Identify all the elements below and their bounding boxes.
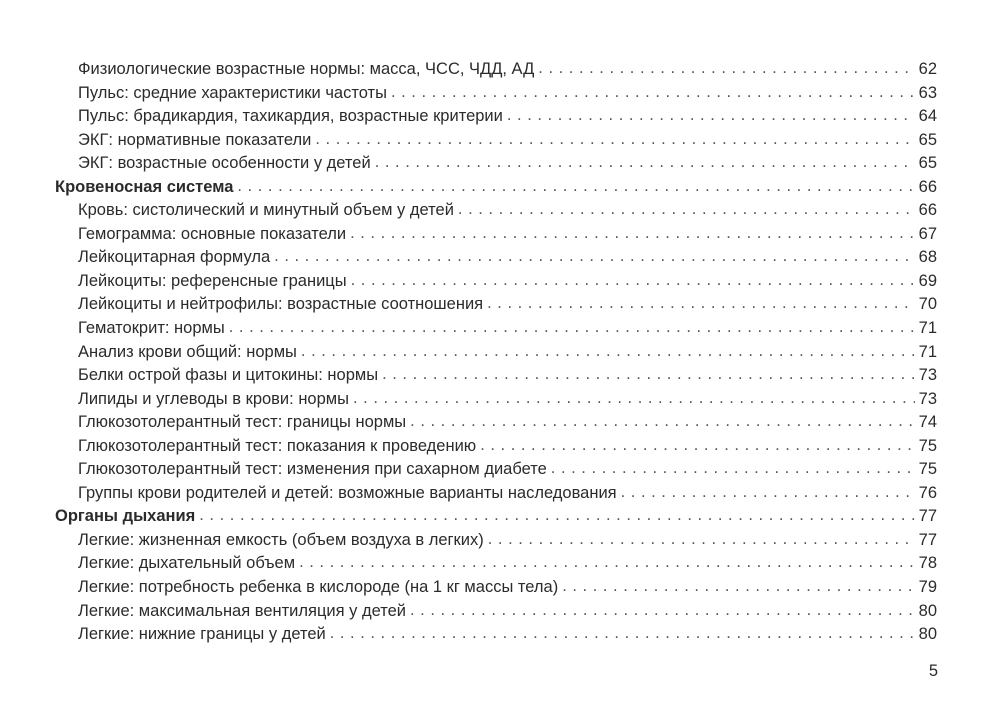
- toc-leader-dots: [458, 198, 915, 222]
- toc-entry-title: Пульс: средние характеристики частоты: [78, 83, 387, 102]
- toc-entry-title: Кровеносная система: [55, 177, 234, 196]
- toc-entry: [55, 152, 937, 176]
- toc-entry-title: Лейкоцитарная формула: [78, 248, 271, 267]
- toc-entry-title: Легкие: потребность ребенка в кислороде (на 1 кг массы тела): [78, 578, 559, 597]
- toc-entry: [55, 82, 937, 106]
- toc-entry-page: 73: [918, 366, 937, 385]
- toc-leader-dots: [353, 387, 915, 411]
- toc-leader-dots: [507, 104, 915, 128]
- toc-entry-page: 74: [918, 413, 937, 432]
- toc-entry-page: 76: [918, 483, 937, 502]
- toc-leader-dots: [237, 175, 915, 199]
- toc-entry: [55, 246, 937, 270]
- toc-entry: [55, 435, 937, 459]
- toc-entry-title: Легкие: максимальная вентиляция у детей: [78, 601, 406, 620]
- toc-entry-page: 65: [918, 154, 937, 173]
- toc-entry-page: 65: [918, 130, 937, 149]
- toc-entry-page: 78: [918, 554, 937, 573]
- toc-entry: [55, 600, 937, 624]
- toc-entry-title: ЭКГ: нормативные показатели: [78, 130, 312, 149]
- toc-entry-page: 77: [918, 507, 937, 526]
- toc-entry: [55, 411, 937, 435]
- toc-entry-page: 66: [918, 177, 937, 196]
- toc-entry-title: Глюкозотолерантный тест: границы нормы: [78, 413, 407, 432]
- toc-leader-dots: [621, 481, 915, 505]
- toc-entry: [55, 482, 937, 506]
- toc-entry: [55, 293, 937, 317]
- toc-leader-dots: [391, 81, 915, 105]
- toc-entry-title: Гематокрит: нормы: [78, 319, 225, 338]
- toc-entry-title: Лейкоциты: референсные границы: [78, 271, 347, 290]
- toc-entry: [55, 576, 937, 600]
- toc-entry-page: 68: [918, 248, 937, 267]
- toc-leader-dots: [488, 528, 915, 552]
- toc-entry: [55, 223, 937, 247]
- toc-entry-page: 67: [918, 224, 937, 243]
- toc-entry-title: Пульс: брадикардия, тахикардия, возрастные критерии: [78, 107, 503, 126]
- toc-entry-page: 79: [918, 578, 937, 597]
- toc-section-heading: [55, 176, 937, 200]
- toc-entry-page: 80: [918, 601, 937, 620]
- toc-entry-page: 64: [918, 107, 937, 126]
- toc-leader-dots: [375, 151, 915, 175]
- toc-entry-page: 71: [918, 319, 937, 338]
- toc-leader-dots: [299, 551, 915, 575]
- toc-entry-page: 71: [918, 342, 937, 361]
- toc-entry: [55, 458, 937, 482]
- toc-entry-title: Физиологические возрастные нормы: масса, ЧСС, ЧДД, АД: [78, 60, 535, 78]
- toc-entry: [55, 58, 937, 82]
- toc-leader-dots: [410, 410, 915, 434]
- toc-leader-dots: [480, 434, 915, 458]
- toc-entry-page: 75: [918, 460, 937, 479]
- toc-leader-dots: [350, 222, 915, 246]
- toc-entry-page: 69: [918, 271, 937, 290]
- toc-entry: [55, 105, 937, 129]
- toc-leader-dots: [551, 457, 915, 481]
- toc-entry-page: 80: [918, 625, 937, 644]
- toc-leader-dots: [382, 363, 915, 387]
- toc-leader-dots: [487, 292, 915, 316]
- toc-entry: [55, 317, 937, 341]
- toc-entry-page: 70: [918, 295, 937, 314]
- toc-leader-dots: [274, 245, 915, 269]
- toc-entry-title: Легкие: нижние границы у детей: [78, 625, 326, 644]
- toc-entry-title: ЭКГ: возрастные особенности у детей: [78, 154, 371, 173]
- toc-entry-page: 63: [918, 83, 937, 102]
- toc-entry-page: 62: [918, 60, 937, 78]
- toc-leader-dots: [351, 269, 915, 293]
- toc-leader-dots: [301, 340, 915, 364]
- toc-entry: [55, 364, 937, 388]
- toc-entry: [55, 341, 937, 365]
- toc-leader-dots: [330, 622, 915, 646]
- toc-entry-title: Кровь: систолический и минутный объем у детей: [78, 201, 454, 220]
- toc-leader-dots: [199, 504, 915, 528]
- table-of-contents: [55, 58, 937, 647]
- toc-entry-page: 77: [918, 530, 937, 549]
- toc-entry-title: Анализ крови общий: нормы: [78, 342, 297, 361]
- toc-entry-title: Глюкозотолерантный тест: показания к проведению: [78, 436, 477, 455]
- toc-entry-title: Лейкоциты и нейтрофилы: возрастные соотношения: [78, 295, 484, 314]
- toc-leader-dots: [315, 128, 915, 152]
- toc-entry-title: Легкие: жизненная емкость (объем воздуха в легких): [78, 530, 484, 549]
- toc-leader-dots: [410, 599, 915, 623]
- toc-entry-title: Липиды и углеводы в крови: нормы: [78, 389, 349, 408]
- toc-entry-title: Гемограмма: основные показатели: [78, 224, 347, 243]
- toc-entry: [55, 270, 937, 294]
- toc-entry: [55, 529, 937, 553]
- toc-entry-title: Глюкозотолерантный тест: изменения при сахарном диабете: [78, 460, 547, 479]
- toc-section-heading: [55, 505, 937, 529]
- toc-entry: [55, 623, 937, 647]
- toc-entry-title: Легкие: дыхательный объем: [78, 554, 296, 573]
- toc-entry: [55, 388, 937, 412]
- toc-entry-title: Органы дыхания: [55, 507, 196, 526]
- toc-entry-title: Группы крови родителей и детей: возможные варианты наследования: [78, 483, 617, 502]
- toc-entry-page: 66: [918, 201, 937, 220]
- toc-entry: [55, 552, 937, 576]
- toc-leader-dots: [229, 316, 915, 340]
- toc-entry-title: Белки острой фазы и цитокины: нормы: [78, 366, 379, 385]
- toc-entry: [55, 199, 937, 223]
- toc-entry-page: 73: [918, 389, 937, 408]
- page-number: 5: [928, 662, 938, 680]
- toc-entry-page: 75: [918, 436, 937, 455]
- toc-entry: [55, 129, 937, 153]
- toc-leader-dots: [562, 575, 915, 599]
- toc-leader-dots: [538, 57, 915, 81]
